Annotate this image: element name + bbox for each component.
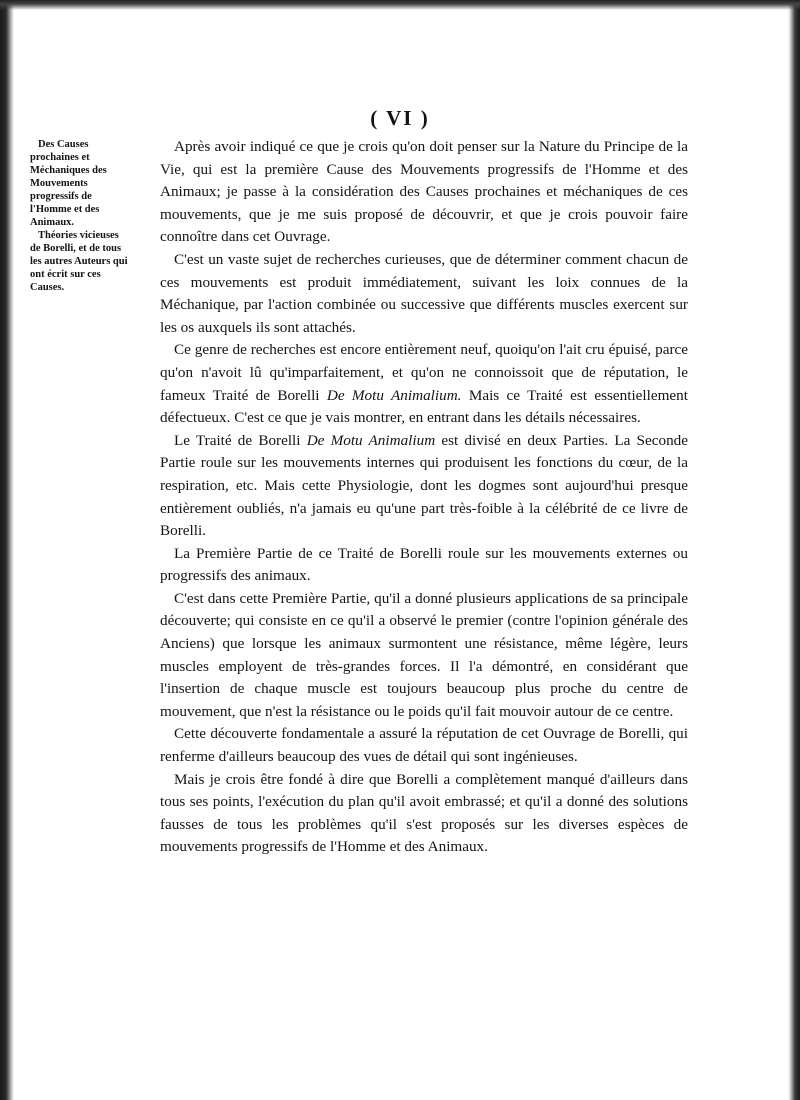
- scan-border-left: [0, 0, 14, 1100]
- paragraph-text: Mais ce Traité est essentiellement défectueux. C'est ce que je vais montrer, en entrant dans les détails nécessaires.: [160, 386, 688, 427]
- paragraph-text: Mais je crois être fondé à dire que Borelli a complètement manqué d'ailleurs dans tous ses points, l'exécution du plan qu'il avoit embrassé; et qu'il a donné des solutions fausses de tous les problèmes qu'il s'est proposés sur les diverses espèces de mouvements progressifs de l'Homme et des Animaux.: [160, 770, 688, 856]
- margin-note-causes: Des Causes prochaines et Méchaniques des Mouvements progressifs de l'Homme et des Animaux.: [30, 139, 107, 228]
- scan-border-top: [0, 0, 800, 10]
- paragraph-1: [160, 136, 688, 249]
- margin-notes: [30, 138, 130, 294]
- paragraph-text: C'est dans cette Première Partie, qu'il a donné plusieurs applications de sa principale découverte; qui consiste en ce qu'il a observé le premier (contre l'opinion générale des Anciens) que lorsque les animaux surmontent une résistance, même légère, leurs muscles employent de très-grandes forces. Il l'a démontré, en considérant que l'insertion de chaque muscle est toujours beaucoup plus proche du centre de mouvement, que n'est la résistance ou le poids qu'il fait mouvoir autour de ce centre.: [160, 589, 688, 720]
- paragraph-3: [160, 339, 688, 429]
- paragraph-5: [160, 543, 688, 588]
- paragraph-text: Le Traité de Borelli: [174, 431, 307, 449]
- book-title-italic: De Motu Animalium: [306, 431, 436, 449]
- main-text: [160, 136, 688, 859]
- paragraph-text: Après avoir indiqué ce que je crois qu'on doit penser sur la Nature du Principe de la Vie, qui est la première Cause des Mouvements progressifs de l'Homme et des Animaux; je passe à la considération des Causes prochaines et méchaniques de ces mouvements, que je me suis proposé de découvrir, et que je crois pouvoir faire connoître dans cet Ouvrage.: [160, 138, 688, 246]
- paragraph-text: C'est un vaste sujet de recherches curieuses, que de déterminer comment chacun de ces mouvements est produit immédiatement, suivant les loix connues de la Méchanique, par l'action combinée ou successive que différents muscles exercent sur les os auxquels ils sont attachés.: [160, 250, 688, 336]
- scan-border-right: [788, 0, 800, 1100]
- paragraph-text: Cette découverte fondamentale a assuré la réputation de cet Ouvrage de Borelli, qui renferme d'ailleurs beaucoup des vues de détail qui sont ingénieuses.: [160, 725, 688, 766]
- paragraph-text: est divisé en deux Parties. La Seconde Partie roule sur les mouvements internes qui produisent les fonctions du cœur, de la respiration, etc. Mais cette Physiologie, dont les dogmes sont aujourd'hui presque entièrement oubliés, n'a jamais eu qu'une part très-foible à la célébrité de ce livre de Borelli.: [160, 431, 689, 540]
- book-title-italic: De Motu Animalium.: [326, 386, 462, 404]
- margin-note-theories: Théories vicieuses de Borelli, et de tous les autres Auteurs qui ont écrit sur ces Causes.: [30, 230, 128, 293]
- paragraph-6: [160, 588, 688, 724]
- page-number-header: ( VI ): [370, 106, 430, 130]
- paragraph-text: La Première Partie de ce Traité de Borelli roule sur les mouvements externes ou progressifs des animaux.: [160, 544, 688, 585]
- paragraph-4: [160, 430, 688, 543]
- paragraph-2: [160, 249, 688, 339]
- paragraph-7: [160, 723, 688, 768]
- paragraph-text: Ce genre de recherches est encore entièrement neuf, quoiqu'on l'ait cru épuisé, parce qu'on n'avoit lû qu'imparfaitement, et qu'on ne connoissoit que de réputation, le fameux Traité de Borelli: [160, 341, 688, 404]
- paragraph-8: [160, 769, 688, 859]
